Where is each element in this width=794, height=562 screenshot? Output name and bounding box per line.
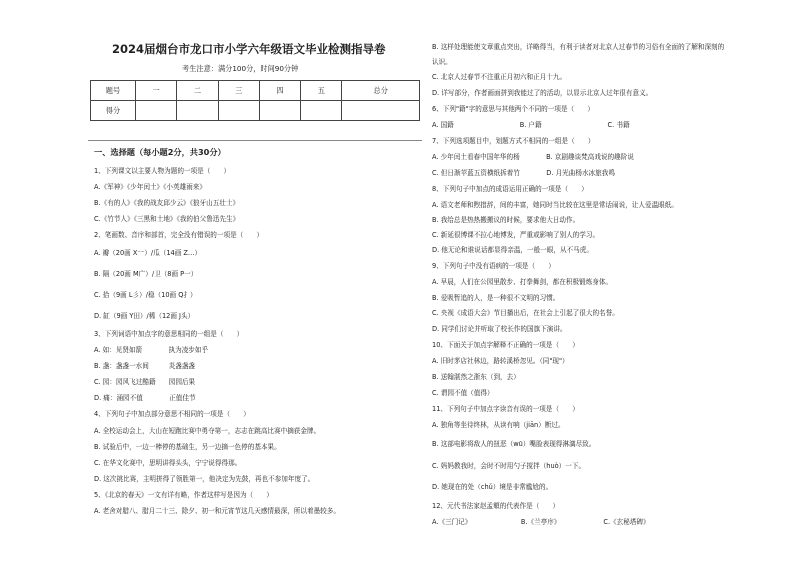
exam-title: 2024届烟台市龙口市小学六年级语文毕业检测指导卷 xyxy=(112,42,386,56)
question-line: B. 这部电影将敌人的扭恶（wū）嘴脸表现得淋漓尽致。 xyxy=(432,440,596,448)
question-line: A.《三门记》 B.《兰亭序》 C.《玄秘塔碑》 xyxy=(432,518,650,526)
section-title: 一、选择题（每小题2分，共30分） xyxy=(94,147,226,157)
question-line: 7、下列选项题目中，划题方式不相同的一组是（ ） xyxy=(432,137,595,145)
question-line: 11、下列句子中加点字读音有误的一项是（ ） xyxy=(432,405,579,413)
score-header-cell: 总分 xyxy=(342,81,420,101)
score-cell[interactable] xyxy=(301,101,342,121)
question-line: D. 缸（9画 Y田）/稀（12画 J头） xyxy=(94,312,195,320)
question-line: A. 国籍 B. 户籍 C. 书籍 xyxy=(432,121,630,129)
question-line: C. 谓园不值（值得） xyxy=(432,389,494,397)
question-line: 2、笔画数、音序和部首，完全没有错误的一项是（ ） xyxy=(94,231,264,239)
question-line: D. 他无论和谁说话都显得亲温，一般一眼，从不马虎。 xyxy=(432,246,593,254)
score-row-label: 得分 xyxy=(91,101,136,121)
question-line: 10、下面关于加点字解释不正确的一项是（ ） xyxy=(432,341,579,349)
question-line: D. 详写部分，作者画面拼到我能过了的活动，以显示北京人过年很有意义。 xyxy=(432,89,653,97)
score-header-cell: 二 xyxy=(177,81,218,101)
score-cell[interactable] xyxy=(342,101,420,121)
question-line: C. 园：园风飞过酷籍 园园后果 xyxy=(94,378,196,386)
question-line: C.《竹节人》《三黑和土地》《我的伯父鲁迅先生》 xyxy=(94,215,240,223)
section-divider xyxy=(88,140,422,141)
question-line: A.《军神》《少年闰土》《小英雄雨来》 xyxy=(94,183,206,191)
exam-note: 考生注意：满分100分，时间90分钟 xyxy=(182,64,299,73)
question-line: 5、《北京的春天》一文有详有略，作者这样写是因为（ ） xyxy=(94,491,273,499)
question-line: C. 央视《成语大会》节目播出后，在社会上引起了很大的名誉。 xyxy=(432,309,619,317)
question-line: A. 早晨，人们在公园里散步、打拳舞剑，都在积极锻炼身体。 xyxy=(432,278,613,286)
question-line: A. 少年闰土看春中国年华的杨 B. 京剧趣谈梵高戏说的趣阶说 xyxy=(432,153,634,161)
score-cell[interactable] xyxy=(177,101,218,121)
question-line: A. 瓣（20画 X⁻⁻）/瓜（14画 Z…） xyxy=(94,249,202,257)
question-line: D. 她现在的处（chǔ）境是非常尴尬的。 xyxy=(432,483,553,491)
score-table-score-row xyxy=(91,101,420,121)
question-line: 6、下列"籍"字的意思与其他两个不同的一项是（ ） xyxy=(432,105,594,113)
score-table xyxy=(90,80,420,121)
question-line: A. 如：见贤如箭 执为凌步如乎 xyxy=(94,346,209,354)
question-line: D. 同学们讨论并听取了校长作的国旗下演讲。 xyxy=(432,325,567,333)
question-line: A. 全校运动会上，大山在短跑比赛中勇夺第一，志志在跳高比赛中摘获金牌。 xyxy=(94,427,321,435)
question-line: A. 旧时茅店社林边，路转溪桥忽见。（同"现"） xyxy=(432,357,569,365)
question-line: A. 独角等坐待终林，从读有响（jiān）断过。 xyxy=(432,421,565,429)
score-header-cell: 三 xyxy=(218,81,259,101)
question-line: B. 试验后中，一边一棒停的基础生，另一边摘一色停的基本果。 xyxy=(94,443,281,451)
question-line: 8、下列句子中加点的成语运用正确的一项是（ ） xyxy=(432,185,588,193)
question-line: 认识。 xyxy=(432,58,452,66)
question-line: 9、下列句子中没有语病的一项是（ ） xyxy=(432,262,555,270)
score-header-cell: 五 xyxy=(301,81,342,101)
score-cell[interactable] xyxy=(259,101,300,121)
question-line: B. 送翰湛然之浙东（到，去） xyxy=(432,373,520,381)
question-line: B. 这样处理能使文章重点突出，详略得当，有利于读者对北京人过春节的习俗有全面的了解和深刻的 xyxy=(432,43,725,51)
score-header-cell: 一 xyxy=(136,81,177,101)
question-line: 4、下列句子中加点部分意思不相同的一项是（ ） xyxy=(94,410,250,418)
question-line: C. 拾（9画 L彡）/稳（10画 Q扌） xyxy=(94,291,197,299)
question-line: A. 语文老师和煦措辞，间的丰富，她同时当比较在这里是常话闹说，让人爱温眼纸。 xyxy=(432,201,678,209)
question-line: B. 隔（20画 M广）/卫（8画 P⼀） xyxy=(94,270,198,278)
question-line: D. 痛：涌园不值 正值佳节 xyxy=(94,394,196,402)
question-line: B. 我给总是热热搬搬议的时候，要求他大日动作。 xyxy=(432,216,580,224)
score-table-header-row xyxy=(91,81,420,101)
question-line: 3、下列词语中加点字的意思相同的一组是（ ） xyxy=(94,330,244,338)
score-cell[interactable] xyxy=(218,101,259,121)
question-line: B.《有的人》《我的战友邱少云》《狼牙山五壮士》 xyxy=(94,199,240,207)
score-cell[interactable] xyxy=(136,101,177,121)
question-line: B. 盏：盏盏一水间 炎盏盏盏 xyxy=(94,362,196,370)
question-line: 12、元代书法家赵孟頫的代表作是（ ） xyxy=(432,502,560,510)
question-line: D. 这次挑比赛，主明拼得了领胜第一，他决定为先鼓，再也不参加年度了。 xyxy=(94,475,315,483)
question-line: A. 老舍对腊八、腊月二十三、除夕、初一和元宵节这几天感情最深，所以着墨较多。 xyxy=(94,507,340,515)
score-header-cell: 题号 xyxy=(91,81,136,101)
question-line: C. 但日渐苹蓝五资横纸拆着竹 D. 月光曲杨水冰旅我鸣 xyxy=(432,169,615,177)
question-line: C. 妈妈教我时，会时不时用勺子搅拌（huò）一下。 xyxy=(432,462,586,470)
score-header-cell: 四 xyxy=(259,81,300,101)
question-line: C. 在华文化赛中，思明讲得头头，宁宁说得得那。 xyxy=(94,459,242,467)
question-line: B. 爱吸暂追的人，是一种很不文明的习惯。 xyxy=(432,294,560,302)
question-line: 1、下列课文以主要人物为题的一项是（ ） xyxy=(94,167,231,175)
question-line: C. 北京人过春节不注重正月初六和正月十九。 xyxy=(432,73,567,81)
question-line: C. 新延很博课不拉心地博发，严重或影响了别人的学习。 xyxy=(432,231,600,239)
